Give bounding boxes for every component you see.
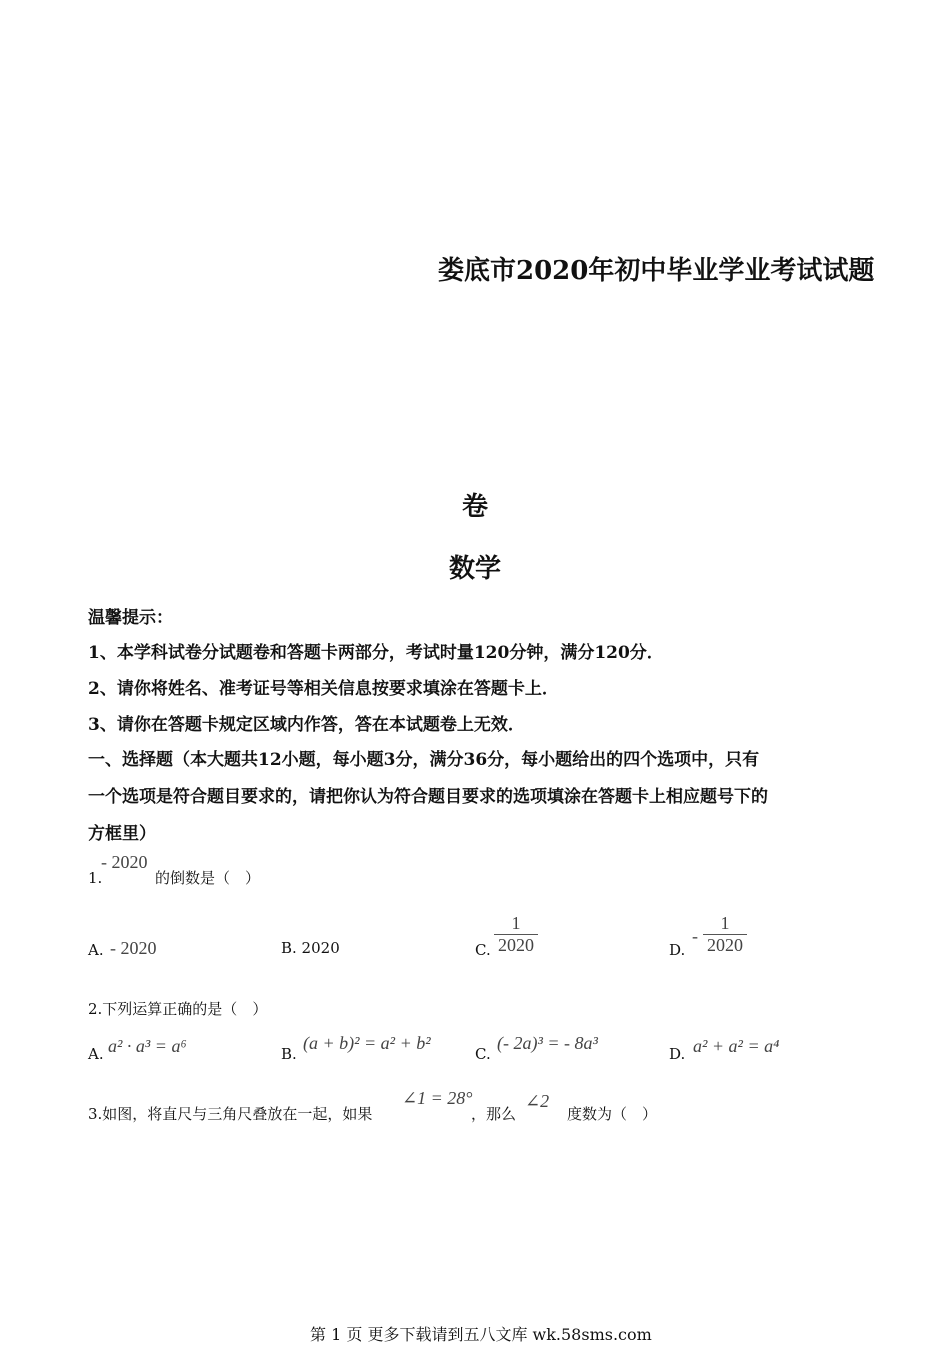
fraction-denominator: 2020 xyxy=(494,934,538,956)
q3-stem-part3: 度数为（ ） xyxy=(567,1105,658,1123)
tip-item: 1、本学科试卷分试题卷和答题卡两部分，考试时量120分钟，满分120分． xyxy=(88,643,664,663)
page-footer: 第 1 页 更多下载请到五八文库 wk.58sms.com xyxy=(310,1325,652,1344)
fraction-numerator: 1 xyxy=(511,913,521,933)
q2-option-c-label: C. xyxy=(475,1045,491,1063)
q3-stem-part1: 3.如图，将直尺与三角尺叠放在一起，如果 xyxy=(88,1105,373,1123)
section-heading-line2: 一个选项是符合题目要求的，请把你认为符合题目要求的选项填涂在答题卡上相应题号下的 xyxy=(88,787,768,807)
q1-option-d-sign: - xyxy=(692,926,698,946)
q2-option-a-label: A. xyxy=(88,1045,104,1063)
q2-option-b-label: B. xyxy=(281,1045,297,1063)
q2-option-d-expr: a² + a² = a⁴ xyxy=(693,1036,780,1056)
q1-expression: - 2020 xyxy=(101,852,148,872)
q2-option-a-expr: a² · a³ = a⁶ xyxy=(108,1036,187,1056)
q2-option-c-expr: (- 2a)³ = - 8a³ xyxy=(497,1033,598,1053)
q1-option-c-label: C. xyxy=(475,941,491,959)
tip-item: 3、请你在答题卡规定区域内作答，答在本试题卷上无效． xyxy=(88,715,525,735)
q2-stem: 2.下列运算正确的是（ ） xyxy=(88,1000,268,1018)
q3-angle1: ∠1 = 28° xyxy=(402,1088,473,1108)
fraction-denominator: 2020 xyxy=(703,934,747,956)
q1-option-a-label: A. xyxy=(88,941,104,959)
q2-option-d-label: D. xyxy=(669,1045,686,1063)
section-heading-line3: 方框里） xyxy=(88,824,156,844)
q1-option-d-label: D. xyxy=(669,941,686,959)
page-title: 娄底市2020年初中毕业学业考试试题 xyxy=(438,256,875,286)
tips-heading: 温馨提示： xyxy=(88,608,173,628)
q1-option-d-fraction xyxy=(703,913,747,956)
q3-angle2: ∠2 xyxy=(525,1091,550,1111)
q1-number: 1. xyxy=(88,869,103,887)
q2-option-b-expr: (a + b)² = a² + b² xyxy=(303,1033,431,1053)
section-heading: 一、选择题（本大题共12小题，每小题3分，满分36分，每小题给出的四个选项中，只有 xyxy=(88,750,760,770)
subject-heading: 数学 xyxy=(449,554,502,584)
q1-stem: 的倒数是（ ） xyxy=(155,869,261,887)
fraction-numerator: 1 xyxy=(720,913,730,933)
q3-stem-part2: ，那么 xyxy=(471,1105,517,1123)
q1-option-a-value: - 2020 xyxy=(110,938,157,958)
q1-option-b: B. 2020 xyxy=(281,939,340,957)
q1-option-c-fraction xyxy=(494,913,538,956)
tip-item: 2、请你将姓名、准考证号等相关信息按要求填涂在答题卡上． xyxy=(88,679,559,699)
page-title-continuation: 卷 xyxy=(462,492,489,522)
